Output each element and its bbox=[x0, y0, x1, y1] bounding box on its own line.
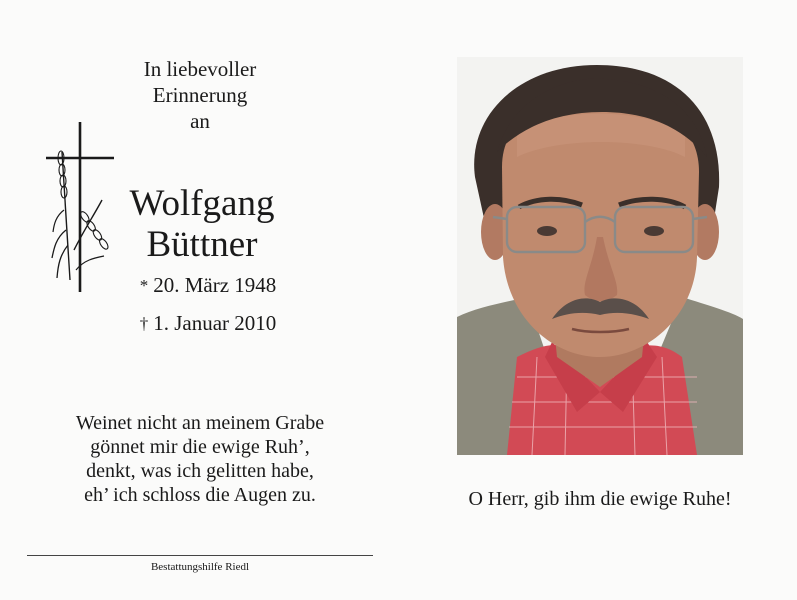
intro-text bbox=[100, 56, 300, 134]
poem-line: eh’ ich schloss die Augen zu. bbox=[84, 484, 316, 506]
last-name: Büttner bbox=[146, 224, 258, 265]
birth-date-row bbox=[118, 272, 298, 299]
death-date: 1. Januar 2010 bbox=[153, 311, 277, 335]
birth-date: 20. März 1948 bbox=[153, 273, 277, 297]
intro-line: In liebevoller bbox=[143, 57, 257, 81]
prayer-text: O Herr, gib ihm die ewige Ruhe! bbox=[468, 488, 732, 510]
birth-star-icon: * bbox=[139, 276, 149, 295]
death-cross-icon: † bbox=[139, 314, 149, 333]
deceased-name bbox=[112, 183, 292, 265]
funeral-home-name: Bestattungshilfe Riedl bbox=[150, 561, 250, 573]
intro-line: an bbox=[190, 109, 210, 133]
first-name: Wolfgang bbox=[129, 183, 275, 224]
poem-line: Weinet nicht an meinem Grabe bbox=[75, 412, 325, 434]
intro-line: Erinnerung bbox=[152, 83, 248, 107]
text-panel bbox=[0, 0, 398, 600]
divider bbox=[27, 555, 373, 556]
poem-line: gönnet mir die ewige Ruh’, bbox=[90, 436, 310, 458]
portrait-photo bbox=[457, 57, 743, 455]
cross-with-wheat-icon bbox=[44, 120, 118, 295]
poem-line: denkt, was ich gelitten habe, bbox=[86, 460, 314, 482]
death-date-row bbox=[118, 310, 298, 337]
memorial-poem bbox=[40, 411, 360, 507]
